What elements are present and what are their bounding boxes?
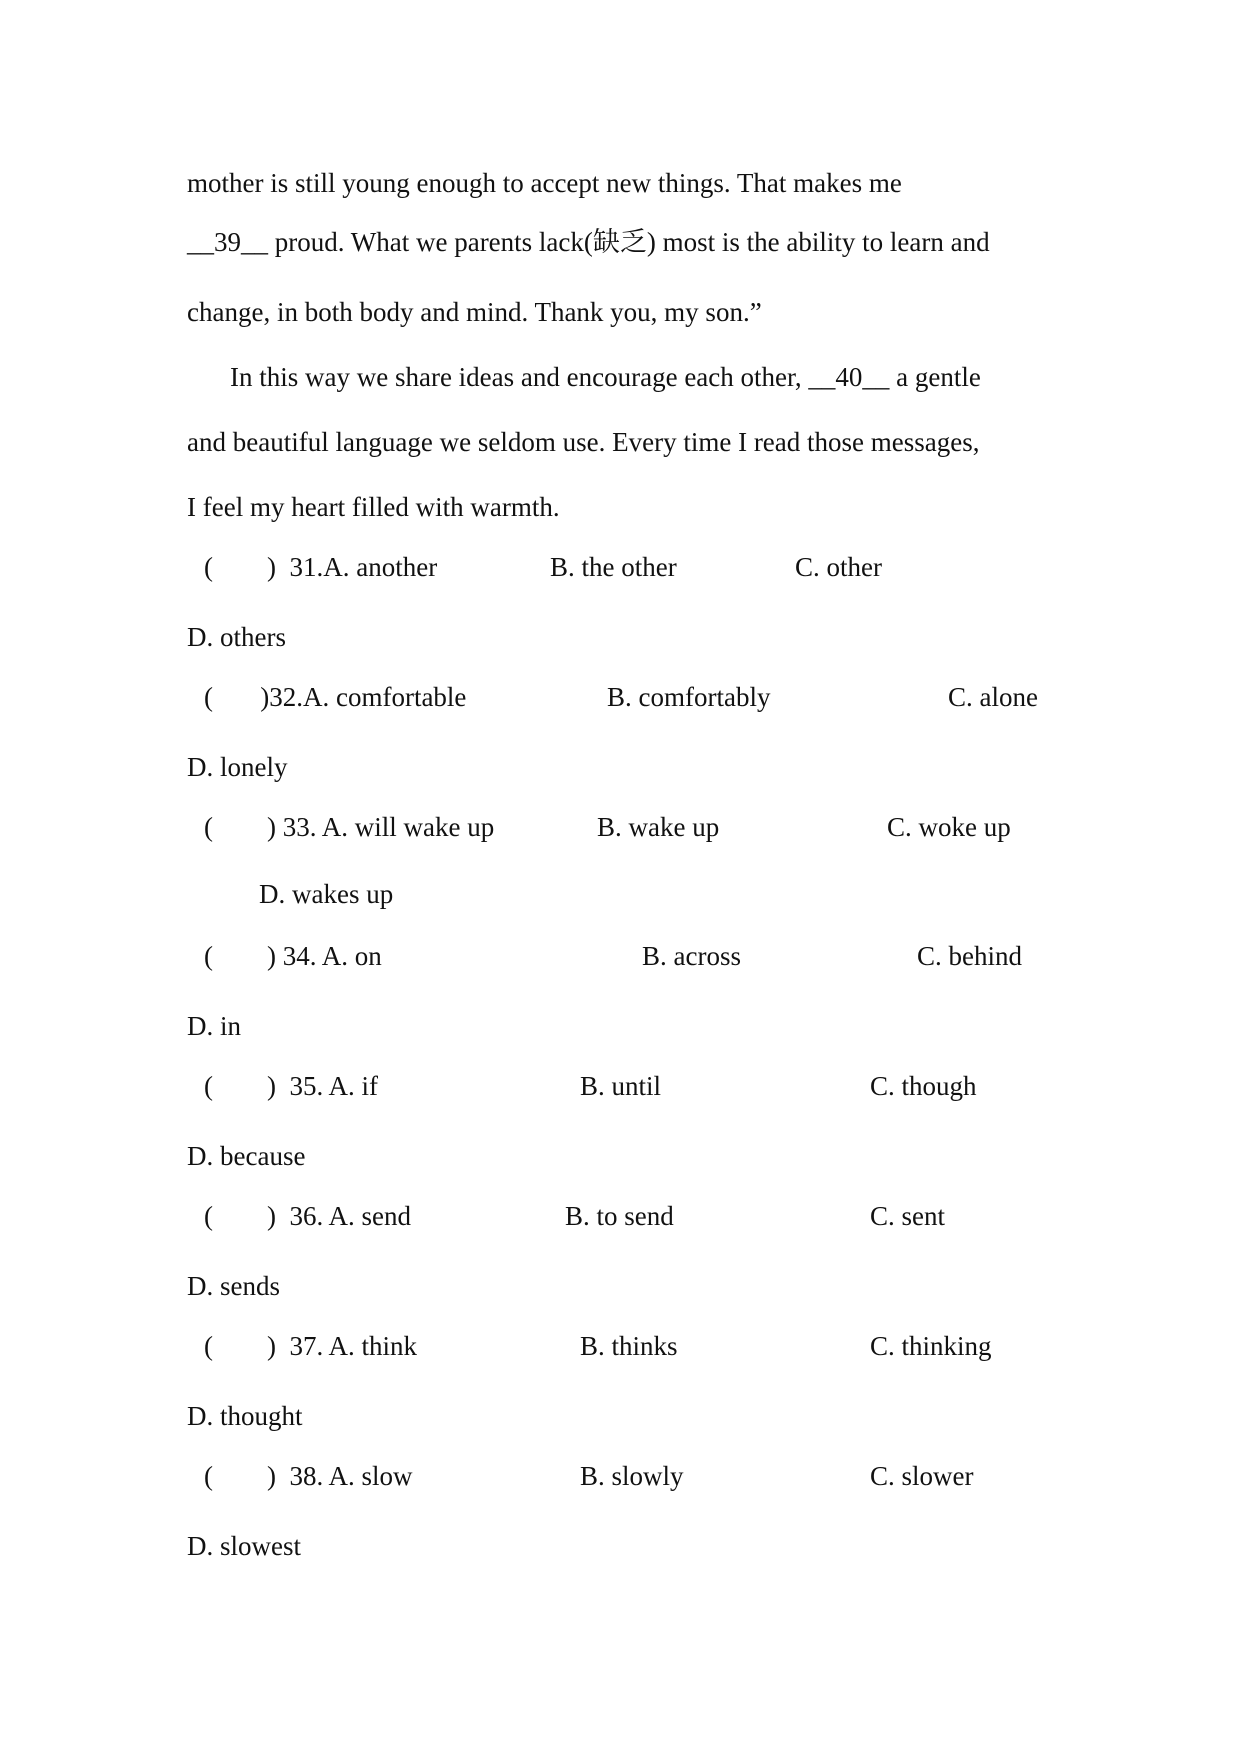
passage-line: change, in both body and mind. Thank you, my son.” bbox=[187, 297, 762, 327]
question-37-stem: ( ) 37. A. think bbox=[204, 1331, 417, 1361]
passage-line: I feel my heart filled with warmth. bbox=[187, 492, 560, 522]
question-32-option-c: C. alone bbox=[948, 682, 1038, 712]
question-34-option-c: C. behind bbox=[917, 941, 1022, 971]
question-33-stem: ( ) 33. A. will wake up bbox=[204, 812, 495, 842]
question-37-option-d: D. thought bbox=[187, 1401, 303, 1431]
question-33-option-b: B. wake up bbox=[597, 812, 720, 842]
question-33-option-c: C. woke up bbox=[887, 812, 1011, 842]
question-35-option-b: B. until bbox=[580, 1071, 662, 1101]
passage-line: and beautiful language we seldom use. Every time I read those messages, bbox=[187, 427, 980, 457]
question-31-option-d: D. others bbox=[187, 622, 286, 652]
question-36-option-b: B. to send bbox=[565, 1201, 674, 1231]
question-32-option-b: B. comfortably bbox=[607, 682, 771, 712]
question-38-option-b: B. slowly bbox=[580, 1461, 684, 1491]
question-34-option-d: D. in bbox=[187, 1011, 241, 1041]
question-32-stem: ( )32.A. comfortable bbox=[204, 682, 467, 712]
passage-line: __39__ proud. What we parents lack(缺乏) most is the ability to learn and bbox=[187, 227, 990, 257]
question-38-stem: ( ) 38. A. slow bbox=[204, 1461, 413, 1491]
question-38-option-d: D. slowest bbox=[187, 1531, 301, 1561]
question-36-option-c: C. sent bbox=[870, 1201, 946, 1231]
passage-line: mother is still young enough to accept new things. That makes me bbox=[187, 168, 902, 198]
question-37-option-b: B. thinks bbox=[580, 1331, 678, 1361]
question-31-option-b: B. the other bbox=[550, 552, 677, 582]
question-35-option-d: D. because bbox=[187, 1141, 306, 1171]
question-37-option-c: C. thinking bbox=[870, 1331, 992, 1361]
question-38-option-c: C. slower bbox=[870, 1461, 974, 1491]
question-35-stem: ( ) 35. A. if bbox=[204, 1071, 378, 1101]
passage-line: In this way we share ideas and encourage each other, __40__ a gentle bbox=[230, 362, 981, 392]
question-36-option-d: D. sends bbox=[187, 1271, 280, 1301]
question-31-option-c: C. other bbox=[795, 552, 882, 582]
question-36-stem: ( ) 36. A. send bbox=[204, 1201, 411, 1231]
question-34-stem: ( ) 34. A. on bbox=[204, 941, 382, 971]
question-33-option-d: D. wakes up bbox=[259, 879, 394, 909]
question-32-option-d: D. lonely bbox=[187, 752, 288, 782]
question-35-option-c: C. though bbox=[870, 1071, 977, 1101]
question-34-option-b: B. across bbox=[642, 941, 741, 971]
question-31-stem: ( ) 31.A. another bbox=[204, 552, 438, 582]
